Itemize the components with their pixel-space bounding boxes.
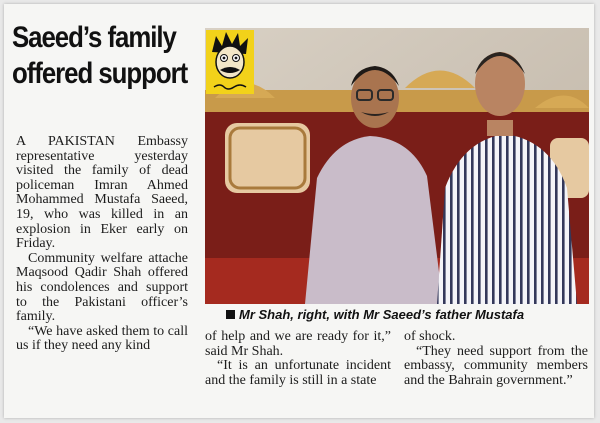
paragraph: “It is an unfortunate incident and the family is still in a state <box>205 358 391 388</box>
headline-line-1: Saeed’s family <box>12 21 176 54</box>
caption-bullet-icon <box>226 310 235 319</box>
article-column-3 <box>404 330 588 388</box>
headline <box>12 20 188 92</box>
paragraph: A PAKISTAN Embassy representative yesterday visited the family of dead policeman Imran Ahmed Mohammed Mustafa Saeed, 19, who was killed in an explosion in Eker early on Friday. <box>16 134 188 252</box>
article-column-2 <box>205 330 391 388</box>
news-photo <box>205 28 589 304</box>
photo-illustration <box>205 28 589 304</box>
headline-line-2: offered support <box>12 57 188 90</box>
paragraph: “We have asked them to call us if they need any kind <box>16 323 188 354</box>
caption-text: Mr Shah, right, with Mr Saeed’s father Mustafa <box>239 307 525 322</box>
cartoon-face-icon <box>206 30 254 94</box>
paragraph: “They need support from the embassy, community members and the Bahrain government.” <box>404 343 588 388</box>
paragraph: of help and we are ready for it,” said Mr Shah. <box>205 329 391 359</box>
watermark-logo <box>206 30 254 94</box>
article-column-1 <box>16 135 188 354</box>
photo-caption <box>226 306 588 324</box>
paragraph: Community welfare attache Maqsood Qadir Shah offered his condolences and support to the Pakistani officer’s family. <box>16 250 188 325</box>
paragraph: of shock. <box>404 329 456 344</box>
